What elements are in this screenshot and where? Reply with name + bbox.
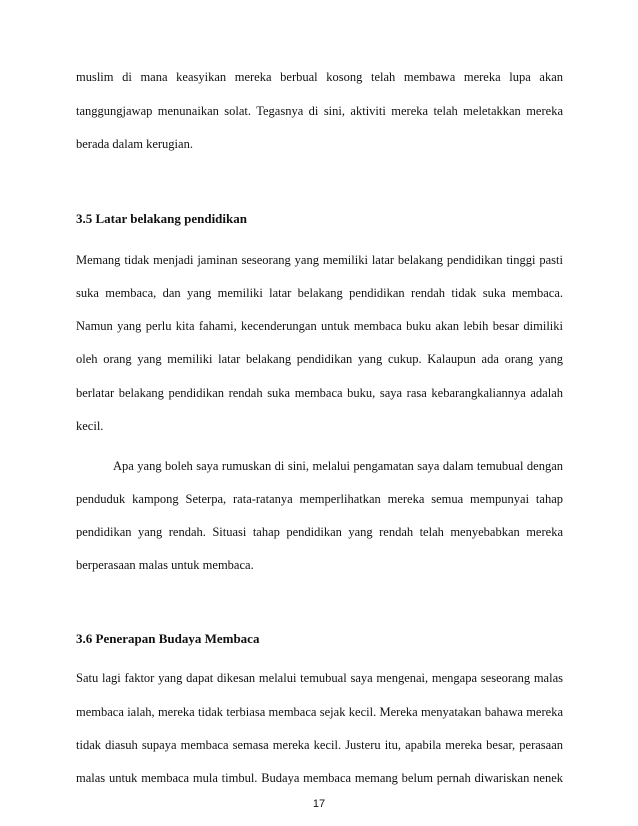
- text-line: suka membaca, dan yang memiliki latar belakang pendidikan rendah tidak suka membaca.: [76, 286, 563, 300]
- text-line: Satu lagi faktor yang dapat dikesan melalui temubual saya mengenai, mengapa seseorang malas: [76, 671, 563, 685]
- text-line: kecil.: [76, 419, 104, 433]
- section-heading-3-6: 3.6 Penerapan Budaya Membaca: [76, 631, 260, 646]
- text-line: muslim di mana keasyikan mereka berbual kosong telah membawa mereka lupa akan: [76, 70, 563, 84]
- text-line: oleh orang yang memiliki latar belakang pendidikan yang cukup. Kalaupun ada orang yang: [76, 352, 563, 366]
- text-line: berperasaan malas untuk membaca.: [76, 558, 254, 572]
- text-line: tanggungjawap menunaikan solat. Tegasnya di sini, aktiviti mereka telah meletakkan mereka: [76, 104, 563, 118]
- text-line: berlatar belakang pendidikan rendah suka membaca buku, saya rasa kebarangkaliannya adalah: [76, 386, 563, 400]
- text-line: penduduk kampong Seterpa, rata-ratanya memperlihatkan mereka semua mempunyai tahap: [76, 492, 563, 506]
- text-line: tidak diasuh supaya membaca semasa mereka kecil. Justeru itu, apabila mereka besar, perasaan: [76, 738, 563, 752]
- text-line: pendidikan yang rendah. Situasi tahap pendidikan yang rendah telah menyebabkan mereka: [76, 525, 563, 539]
- text-line: membaca ialah, mereka tidak terbiasa membaca sejak kecil. Mereka menyatakan bahawa mereka: [76, 705, 563, 719]
- page-number: 17: [312, 798, 326, 810]
- text-line: berada dalam kerugian.: [76, 137, 193, 151]
- text-line: Namun yang perlu kita fahami, kecenderungan untuk membaca buku akan lebih besar dimiliki: [76, 319, 563, 333]
- text-line: Apa yang boleh saya rumuskan di sini, melalui pengamatan saya dalam temubual dengan: [113, 459, 563, 473]
- section-heading-3-5: 3.5 Latar belakang pendidikan: [76, 211, 247, 226]
- text-line: malas untuk membaca mula timbul. Budaya membaca memang belum pernah diwariskan nenek: [76, 771, 563, 785]
- text-line: Memang tidak menjadi jaminan seseorang yang memiliki latar belakang pendidikan tinggi pasti: [76, 253, 563, 267]
